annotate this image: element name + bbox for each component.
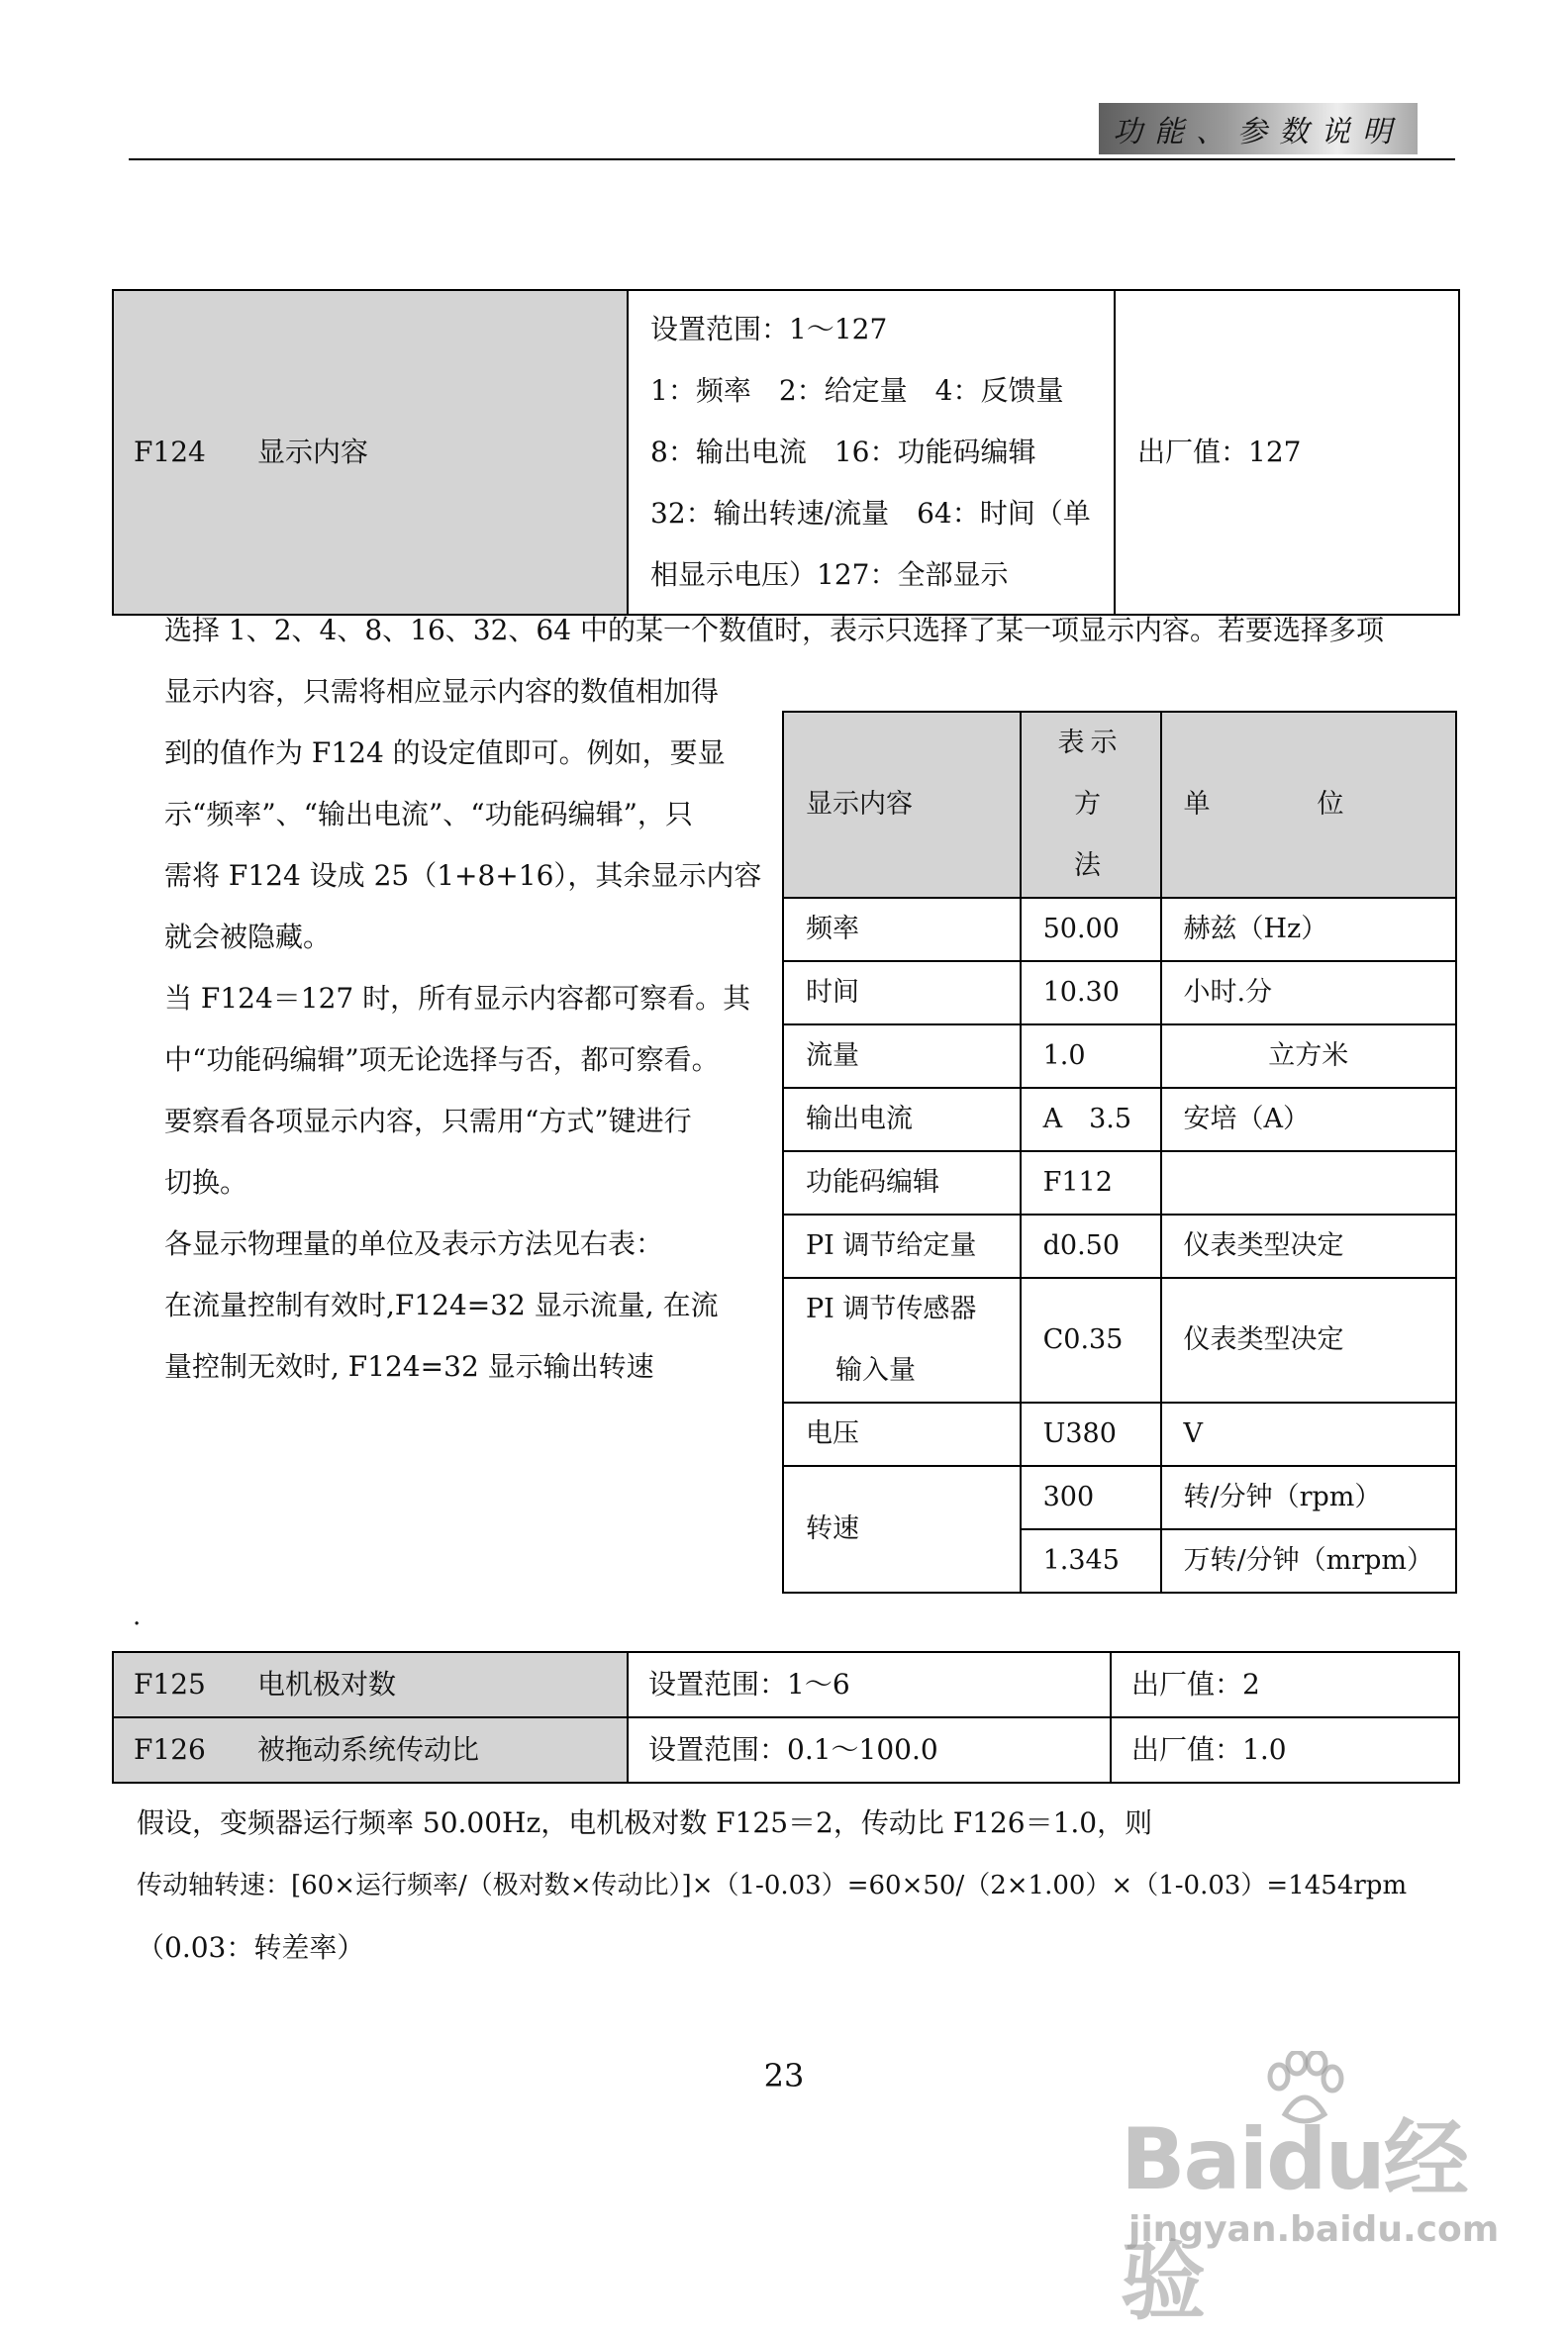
f124-range-line: 1：频率 2：给定量 4：反馈量: [650, 374, 1064, 407]
table-row: [783, 961, 1456, 1024]
row-content: 转速: [783, 1466, 1021, 1593]
f125-name-cell: [113, 1652, 628, 1717]
f126-name: 被拖动系统传动比: [257, 1733, 480, 1767]
row-content: 输出电流: [783, 1088, 1021, 1151]
page-number: 23: [763, 2057, 805, 2094]
row-method: U380: [1021, 1403, 1161, 1466]
table-row: [783, 1403, 1456, 1466]
table-row: [783, 1024, 1456, 1088]
section-header-banner: [1099, 103, 1418, 154]
row-unit: 万转/分钟（mrpm）: [1161, 1529, 1457, 1593]
f124-name: 显示内容: [257, 436, 369, 469]
f124-parameter-table: [112, 289, 1460, 616]
paragraph-line: 就会被隐藏。: [164, 921, 332, 953]
table-row: [783, 1466, 1456, 1529]
row-unit: 仪表类型决定: [1161, 1278, 1457, 1403]
f126-code: F126: [134, 1733, 206, 1767]
paragraph-line: 需将 F124 设成 25（1+8+16），其余显示内容: [164, 859, 762, 892]
f124-range-line: 相显示电压）127：全部显示: [650, 558, 1009, 591]
explanation-paragraph: [164, 661, 761, 1398]
table-header-row: [783, 712, 1456, 898]
f126-name-cell: [113, 1717, 628, 1783]
paragraph-line: 要察看各项显示内容，只需用“方式”键进行: [164, 1105, 692, 1137]
watermark-logo: Baidu经验: [1121, 2110, 1467, 2332]
table-row: [113, 1717, 1459, 1783]
f124-default: 出厂值：127: [1137, 436, 1302, 469]
row-unit: 仪表类型决定: [1161, 1215, 1457, 1278]
intro-line: 选择 1、2、4、8、16、32、64 中的某一个数值时，表示只选择了某一项显示内容。若要选择多项: [164, 614, 1384, 646]
row-content: [783, 1278, 1021, 1403]
row-method: 10.30: [1021, 961, 1161, 1024]
table-row: [783, 1088, 1456, 1151]
paragraph-line: 切换。: [164, 1166, 248, 1199]
row-method: 1.345: [1021, 1529, 1161, 1593]
f125-default: 出厂值：2: [1111, 1652, 1459, 1717]
row-unit: 安培（A）: [1161, 1088, 1457, 1151]
row-content-line: PI 调节传感器: [806, 1294, 977, 1324]
row-unit: 赫兹（Hz）: [1161, 898, 1457, 961]
header-method-line: 表示方: [1057, 728, 1124, 820]
f124-name-cell: [113, 290, 628, 615]
row-content: 功能码编辑: [783, 1151, 1021, 1215]
row-content: 电压: [783, 1403, 1021, 1466]
table-row: [783, 898, 1456, 961]
f126-default: 出厂值：1.0: [1111, 1717, 1459, 1783]
paragraph-line: 示“频率”、“输出电流”、“功能码编辑”，只: [164, 798, 693, 830]
row-method: A 3.5: [1021, 1088, 1161, 1151]
row-unit: [1161, 1151, 1457, 1215]
paragraph-line: 量控制无效时, F124=32 显示输出转速: [164, 1350, 654, 1383]
row-content-line: 输入量: [835, 1355, 916, 1386]
table-row: [783, 1215, 1456, 1278]
paragraph-line: 各显示物理量的单位及表示方法见右表：: [164, 1227, 664, 1260]
watermark-url: jingyan.baidu.com: [1128, 2209, 1500, 2250]
row-unit: 小时.分: [1161, 961, 1457, 1024]
paragraph-line: 到的值作为 F124 的设定值即可。例如，要显: [164, 736, 726, 769]
paragraph-line: 显示内容，只需将相应显示内容的数值相加得: [164, 675, 720, 708]
row-content: 时间: [783, 961, 1021, 1024]
row-unit: V: [1161, 1403, 1457, 1466]
formula-line: 传动轴转速：[60×运行频率/（极对数×传动比）]×（1-0.03）=60×50/（2×1.00）×（1-0.03）=1454rpm: [137, 1871, 1408, 1900]
row-unit: 转/分钟（rpm）: [1161, 1466, 1457, 1529]
f124-range-cell: [628, 290, 1115, 615]
row-content: 频率: [783, 898, 1021, 961]
baidu-watermark: [1109, 2051, 1505, 2332]
row-content: PI 调节给定量: [783, 1215, 1021, 1278]
table-row: [783, 1151, 1456, 1215]
f124-range-line: 32：输出转速/流量 64：时间（单: [650, 497, 1091, 530]
row-unit: 立方米: [1161, 1024, 1457, 1088]
row-method: F112: [1021, 1151, 1161, 1215]
slip-note: （0.03：转差率）: [137, 1931, 365, 1964]
paragraph-line: 当 F124＝127 时，所有显示内容都可察看。其: [164, 982, 751, 1015]
f125-f126-parameter-table: [112, 1651, 1460, 1784]
header-rule: [129, 158, 1455, 160]
table-row: [783, 1278, 1456, 1403]
example-line: 假设，变频器运行频率 50.00Hz，电机极对数 F125＝2，传动比 F126＝1.0，则: [137, 1806, 1153, 1839]
stray-dot: .: [133, 1602, 142, 1631]
f125-name: 电机极对数: [257, 1668, 397, 1702]
header-method: [1021, 712, 1161, 898]
paragraph-line: 在流量控制有效时,F124=32 显示流量, 在流: [164, 1289, 719, 1321]
header-method-line: 法: [1074, 850, 1108, 881]
f124-range-line: 8：输出电流 16：功能码编辑: [650, 436, 1036, 468]
row-content: 流量: [783, 1024, 1021, 1088]
paragraph-line: 中“功能码编辑”项无论选择与否，都可察看。: [164, 1043, 720, 1076]
row-method: d0.50: [1021, 1215, 1161, 1278]
f125-code: F125: [134, 1668, 206, 1702]
row-method: 50.00: [1021, 898, 1161, 961]
header-unit: 单 位: [1161, 712, 1457, 898]
row-method: 1.0: [1021, 1024, 1161, 1088]
section-title: 功能、参数说明: [1113, 115, 1404, 149]
f124-range-line: 设置范围：1～127: [650, 313, 888, 345]
f125-range: 设置范围：1～6: [628, 1652, 1111, 1717]
row-method: C0.35: [1021, 1278, 1161, 1403]
table-row: [113, 1652, 1459, 1717]
f124-code: F124: [134, 436, 206, 469]
f126-range: 设置范围：0.1～100.0: [628, 1717, 1111, 1783]
header-content: 显示内容: [783, 712, 1021, 898]
display-unit-table: [782, 711, 1457, 1594]
f124-default-cell: [1115, 290, 1459, 615]
row-method: 300: [1021, 1466, 1161, 1529]
